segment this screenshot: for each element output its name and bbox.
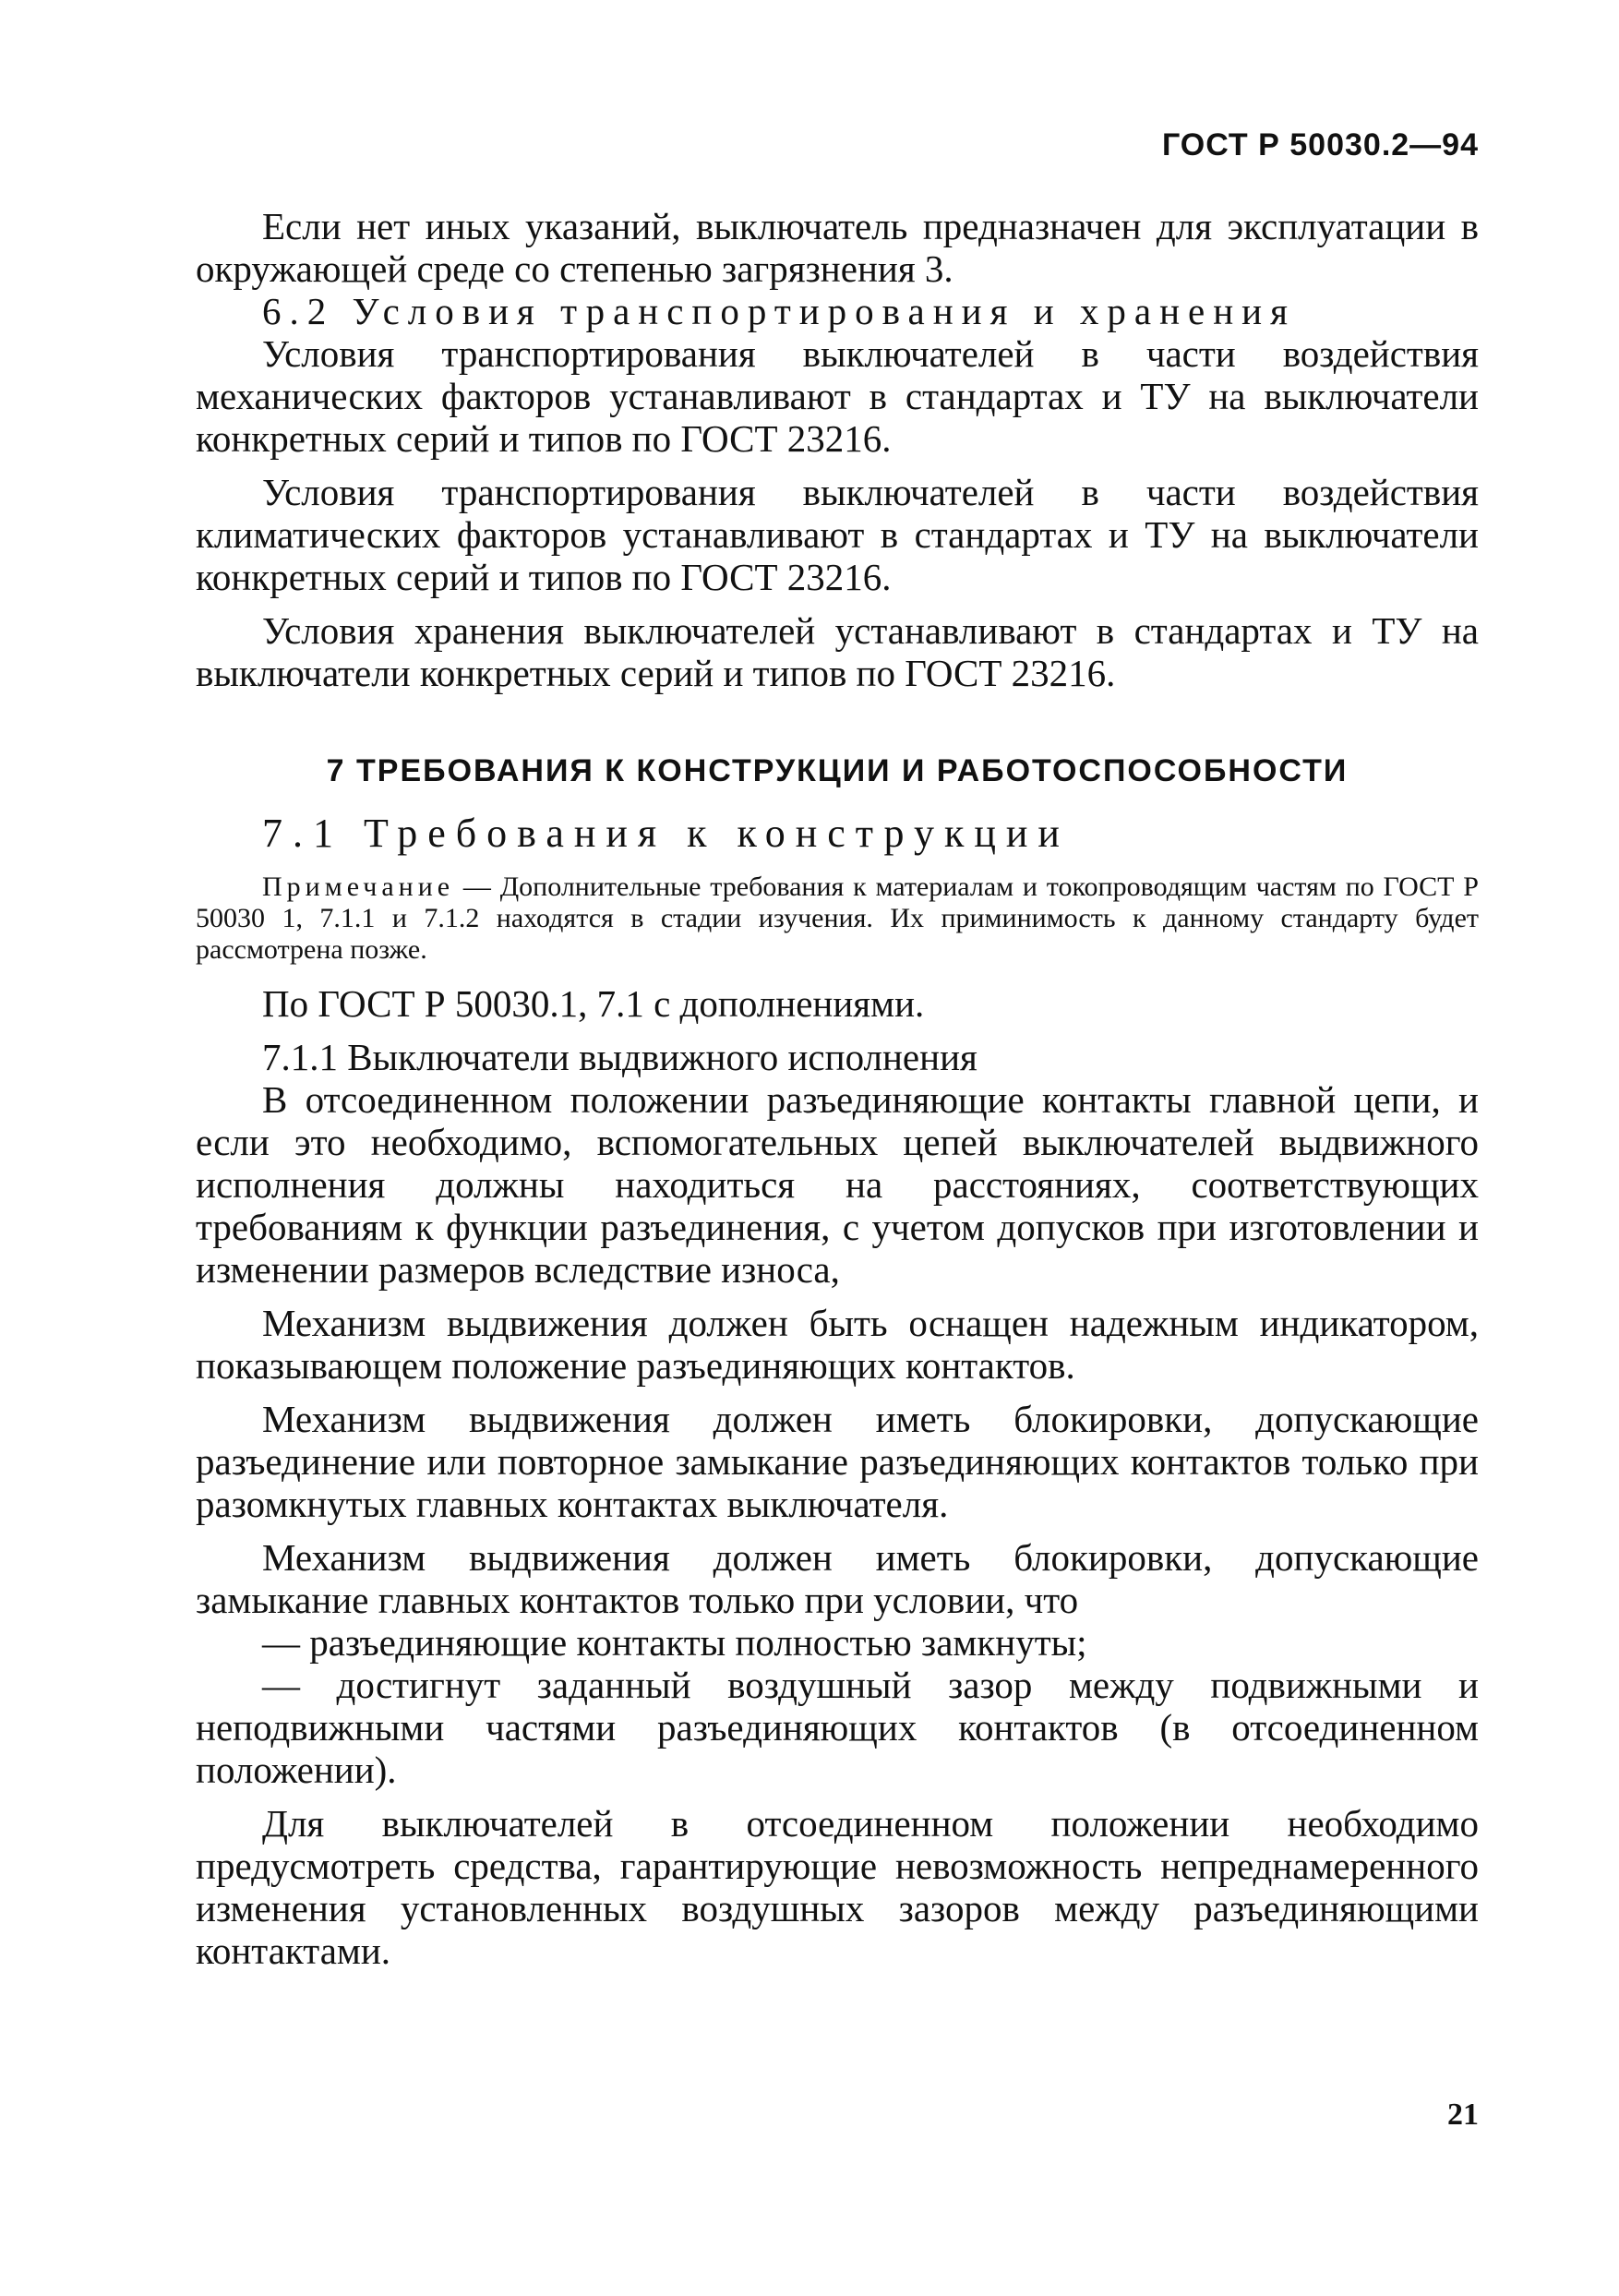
paragraph-gost-reference: По ГОСТ Р 50030.1, 7.1 с дополнениями.: [262, 982, 925, 1025]
note-lead: Примечание: [262, 872, 455, 902]
paragraph-transport-mechanical: Условия транспортирования выключателей в части воздействия механических факторов устанавливают в стандартах и ТУ на выключатели конкретных серий и типов по ГОСТ 23216.: [196, 332, 1479, 460]
section-7-1-1-title: 7.1.1 Выключатели выдвижного исполнения: [262, 1036, 977, 1078]
note-text: — Дополнительные требования к материалам и токопроводящим частям по ГОСТ Р 50030 1, 7.1.1 и 7.1.2 находятся в стадии изучения. Их приминимость к данному стандарту будет рассмотрена позже.: [196, 872, 1479, 965]
page-body: [196, 205, 1479, 1972]
paragraph-interlock-disconnect: Механизм выдвижения должен иметь блокировки, допускающие разъединение или повторное замыкание разъединяющих контактов только при разомкнутых главных контактах выключателя.: [196, 1398, 1479, 1525]
paragraph-disconnected-position: В отсоединенном положении разъединяющие контакты главной цепи, и если это необходимо, вспомогательных цепей выключателей выдвижного исполнения должны находиться на расстояниях, соответствующих требованиям к функции разъединения, с учетом допусков при изготовлении и изменении размеров вследствие износа,: [196, 1078, 1479, 1291]
section-7-title: 7 ТРЕБОВАНИЯ К КОНСТРУКЦИИ И РАБОТОСПОСОБНОСТИ: [326, 753, 1349, 788]
paragraph-storage: Условия хранения выключателей устанавливают в стандартах и ТУ на выключатели конкретных серий и типов по ГОСТ 23216.: [196, 609, 1479, 694]
paragraph-air-gap-means: Для выключателей в отсоединенном положении необходимо предусмотреть средства, гарантирующие невозможность непреднамеренного изменения установленных воздушных зазоров между разъединяющими контактами.: [196, 1802, 1479, 1972]
section-6-2-title: 6.2 Условия транспортирования и хранения: [262, 290, 1296, 332]
note-block: [196, 872, 1479, 966]
paragraph-interlock-close: Механизм выдвижения должен иметь блокировки, допускающие замыкание главных контактов только при условии, что: [196, 1536, 1479, 1621]
paragraph-indicator: Механизм выдвижения должен быть оснащен надежным индикатором, показывающем положение разъединяющих контактов.: [196, 1302, 1479, 1387]
section-7-1-title: 7.1 Требования к конструкции: [262, 811, 1070, 856]
standard-header: ГОСТ Р 50030.2—94: [1161, 127, 1479, 162]
list-item-air-gap: — достигнут заданный воздушный зазор между подвижными и неподвижными частями разъединяющих контактов (в отсоединенном положении).: [196, 1664, 1479, 1791]
page-number: 21: [1447, 2098, 1479, 2132]
list-item-contacts-closed: — разъединяющие контакты полностью замкнуты;: [262, 1621, 1087, 1664]
paragraph-pollution-degree: Если нет иных указаний, выключатель предназначен для эксплуатации в окружающей среде со степенью загрязнения 3.: [196, 205, 1479, 290]
paragraph-transport-climatic: Условия транспортирования выключателей в части воздействия климатических факторов устанавливают в стандартах и ТУ на выключатели конкретных серий и типов по ГОСТ 23216.: [196, 471, 1479, 598]
